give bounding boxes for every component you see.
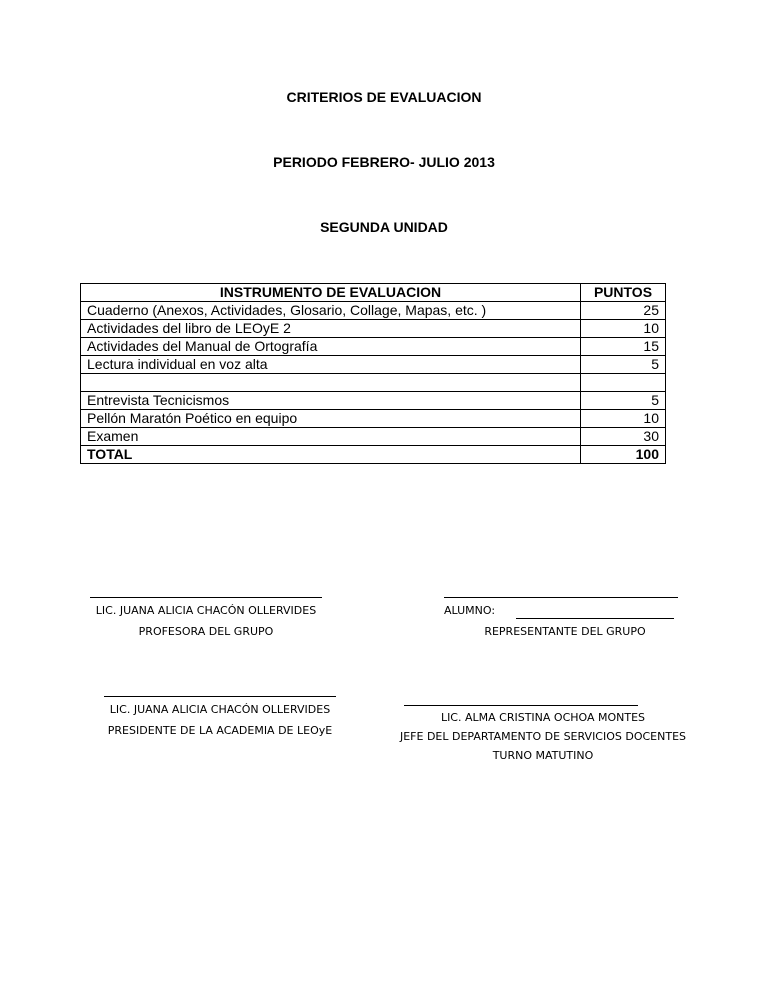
row-points: 10 (581, 320, 666, 338)
table-header-row (81, 284, 666, 302)
row-instrument: Cuaderno (Anexos, Actividades, Glosario, Collage, Mapas, etc. ) (81, 302, 581, 320)
row-instrument (81, 374, 581, 392)
signature-line (444, 597, 678, 598)
chief-name: LIC. ALMA CRISTINA OCHOA MONTES (440, 711, 646, 724)
teacher-role: PROFESORA DEL GRUPO (138, 625, 274, 638)
row-instrument: Lectura individual en voz alta (81, 356, 581, 374)
document-title: CRITERIOS DE EVALUACION (286, 89, 482, 105)
unit-heading: SEGUNDA UNIDAD (320, 219, 448, 235)
row-points: 25 (581, 302, 666, 320)
student-role: REPRESENTANTE DEL GRUPO (484, 625, 646, 638)
row-points: 15 (581, 338, 666, 356)
table-row-empty (81, 374, 666, 392)
table-row (81, 302, 666, 320)
chief-shift: TURNO MATUTINO (492, 749, 594, 762)
table-row (81, 428, 666, 446)
table-row (81, 338, 666, 356)
evaluation-table (80, 283, 666, 464)
teacher-name: LIC. JUANA ALICIA CHACÓN OLLERVIDES (95, 604, 317, 617)
signature-line (90, 597, 322, 598)
row-instrument: Actividades del libro de LEOyE 2 (81, 320, 581, 338)
header-points: PUNTOS (581, 284, 666, 302)
period-heading: PERIODO FEBRERO- JULIO 2013 (273, 154, 495, 170)
total-label: TOTAL (81, 446, 581, 464)
row-points: 10 (581, 410, 666, 428)
chief-role: JEFE DEL DEPARTAMENTO DE SERVICIOS DOCENTES (399, 730, 687, 743)
row-instrument: Pellón Maratón Poético en equipo (81, 410, 581, 428)
row-points: 30 (581, 428, 666, 446)
student-name-line (516, 618, 674, 619)
row-instrument: Entrevista Tecnicismos (81, 392, 581, 410)
row-points: 5 (581, 356, 666, 374)
header-instrument: INSTRUMENTO DE EVALUACION (81, 284, 581, 302)
president-role: PRESIDENTE DE LA ACADEMIA DE LEOyE (107, 724, 333, 737)
table-row (81, 410, 666, 428)
total-row (81, 446, 666, 464)
table-row (81, 356, 666, 374)
table-row (81, 320, 666, 338)
signature-line (404, 705, 638, 706)
row-instrument: Examen (81, 428, 581, 446)
row-instrument: Actividades del Manual de Ortografía (81, 338, 581, 356)
row-points (581, 374, 666, 392)
president-name: LIC. JUANA ALICIA CHACÓN OLLERVIDES (109, 703, 331, 716)
total-points: 100 (581, 446, 666, 464)
student-label: ALUMNO: (444, 604, 496, 617)
table-row (81, 392, 666, 410)
signature-line (104, 696, 336, 697)
row-points: 5 (581, 392, 666, 410)
